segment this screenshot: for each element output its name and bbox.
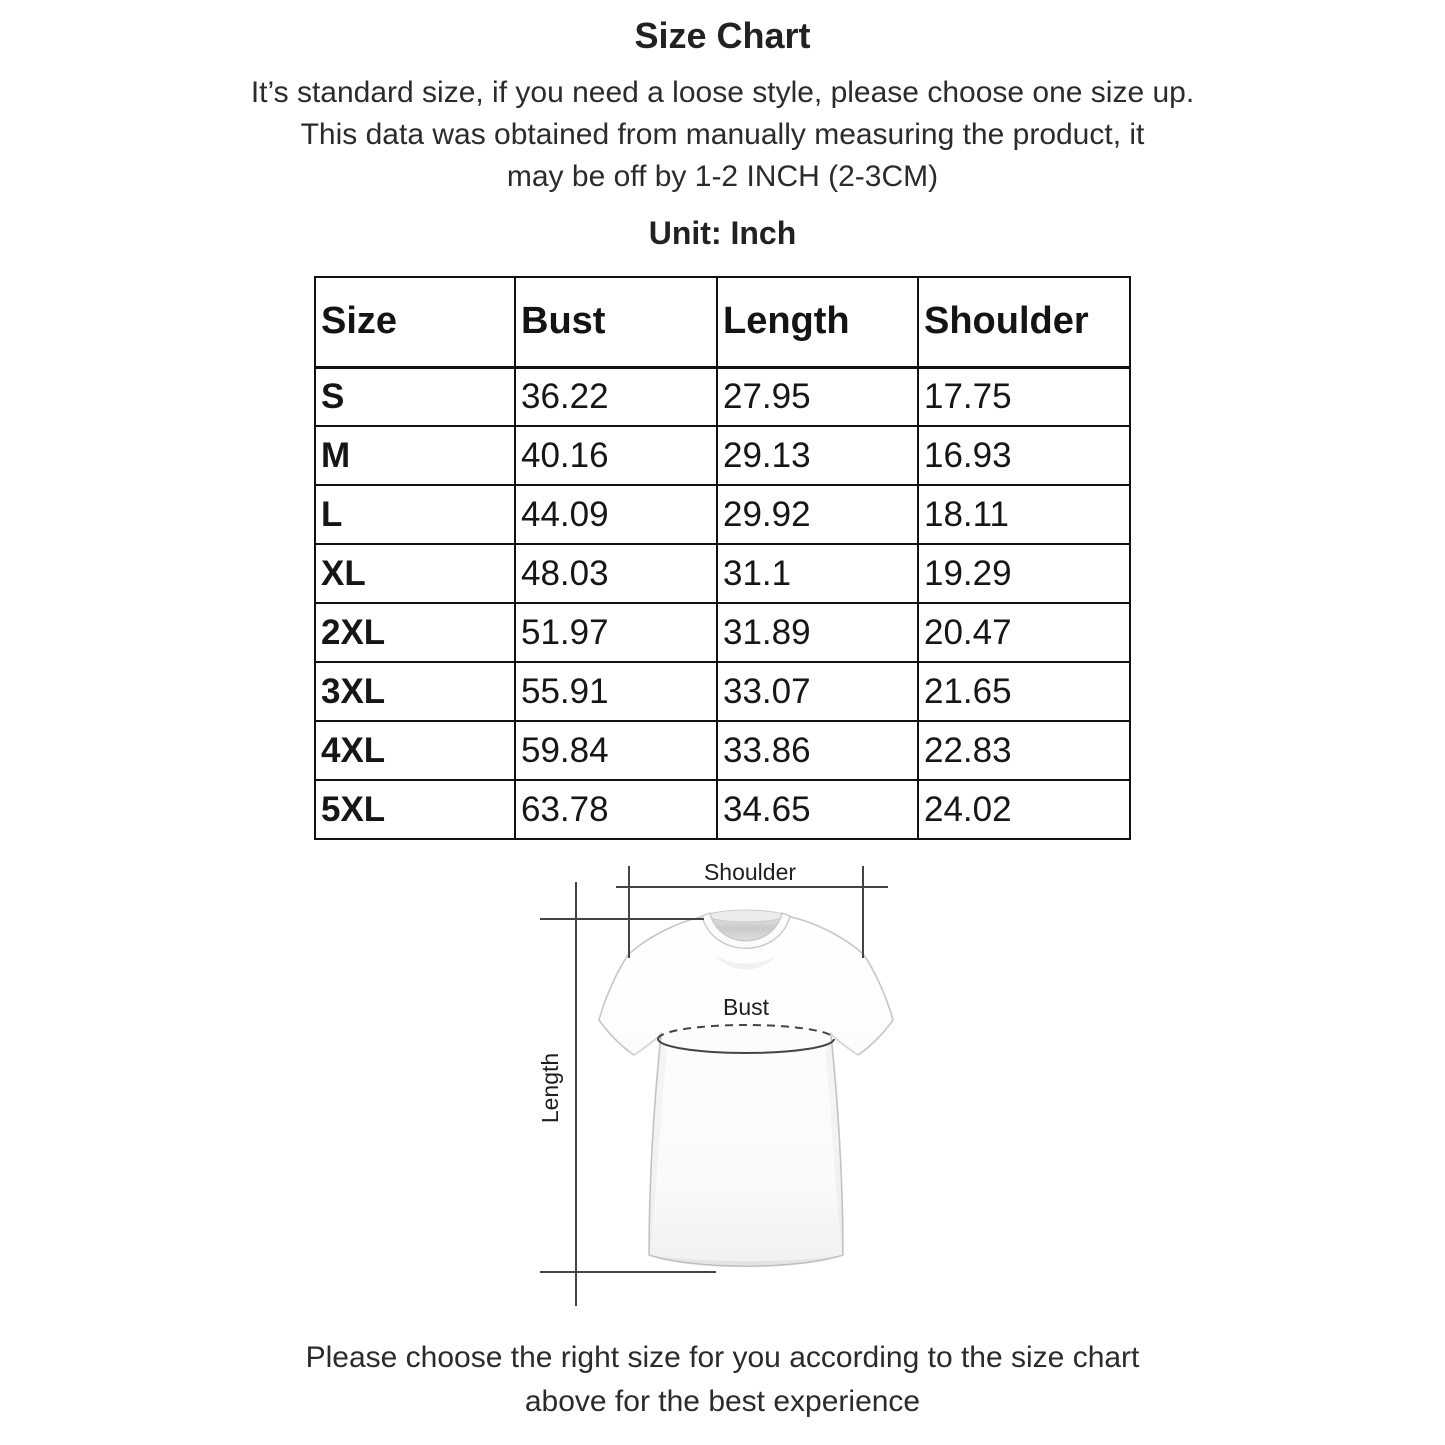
intro-line-3: may be off by 1-2 INCH (2-3CM) — [506, 160, 939, 193]
cell-length: 33.07 — [717, 662, 918, 721]
cell-length: 33.86 — [717, 721, 918, 780]
diagram-bust-label: Bust — [722, 994, 770, 1020]
size-table — [314, 276, 1131, 840]
cell-size: L — [315, 485, 515, 544]
cell-length: 31.89 — [717, 603, 918, 662]
cell-shoulder: 19.29 — [918, 544, 1130, 603]
table-row-5xl — [315, 780, 1130, 839]
tshirt-graphic — [599, 910, 893, 1266]
footer-line-2: above for the best experience — [524, 1385, 921, 1418]
footer-note — [0, 1336, 1445, 1424]
table-row-s — [315, 367, 1130, 426]
cell-bust: 51.97 — [515, 603, 717, 662]
cell-bust: 40.16 — [515, 426, 717, 485]
diagram-length-label: Length — [537, 1052, 563, 1124]
cell-size: M — [315, 426, 515, 485]
cell-shoulder: 18.11 — [918, 485, 1130, 544]
column-header-size: Size — [315, 277, 515, 367]
column-header-shoulder: Shoulder — [918, 277, 1130, 367]
table-row-3xl — [315, 662, 1130, 721]
column-header-length: Length — [717, 277, 918, 367]
table-header-row — [315, 277, 1130, 367]
tshirt-back-collar — [704, 910, 788, 922]
cell-shoulder: 20.47 — [918, 603, 1130, 662]
table-row-m — [315, 426, 1130, 485]
cell-bust: 44.09 — [515, 485, 717, 544]
table-row-xl — [315, 544, 1130, 603]
cell-length: 29.92 — [717, 485, 918, 544]
cell-size: 4XL — [315, 721, 515, 780]
table-row-l — [315, 485, 1130, 544]
cell-bust: 55.91 — [515, 662, 717, 721]
cell-shoulder: 24.02 — [918, 780, 1130, 839]
cell-shoulder: 16.93 — [918, 426, 1130, 485]
unit-label: Unit: Inch — [648, 215, 797, 251]
cell-length: 27.95 — [717, 367, 918, 426]
footer-line-1: Please choose the right size for you according to the size chart — [305, 1341, 1140, 1374]
cell-size: 3XL — [315, 662, 515, 721]
intro-line-1: It’s standard size, if you need a loose style, please choose one size up. — [250, 76, 1195, 109]
cell-length: 31.1 — [717, 544, 918, 603]
cell-size: XL — [315, 544, 515, 603]
column-header-bust: Bust — [515, 277, 717, 367]
cell-bust: 63.78 — [515, 780, 717, 839]
cell-size: 5XL — [315, 780, 515, 839]
cell-size: S — [315, 367, 515, 426]
cell-bust: 36.22 — [515, 367, 717, 426]
page-title: Size Chart — [634, 15, 811, 56]
table-row-4xl — [315, 721, 1130, 780]
cell-length: 29.13 — [717, 426, 918, 485]
cell-bust: 59.84 — [515, 721, 717, 780]
table-row-2xl — [315, 603, 1130, 662]
cell-length: 34.65 — [717, 780, 918, 839]
cell-shoulder: 22.83 — [918, 721, 1130, 780]
cell-shoulder: 17.75 — [918, 367, 1130, 426]
cell-shoulder: 21.65 — [918, 662, 1130, 721]
cell-size: 2XL — [315, 603, 515, 662]
cell-bust: 48.03 — [515, 544, 717, 603]
intro-line-2: This data was obtained from manually measuring the product, it — [300, 118, 1145, 151]
tshirt-measurement-diagram — [528, 858, 968, 1318]
intro-text — [0, 72, 1445, 198]
diagram-shoulder-label: Shoulder — [703, 859, 797, 885]
